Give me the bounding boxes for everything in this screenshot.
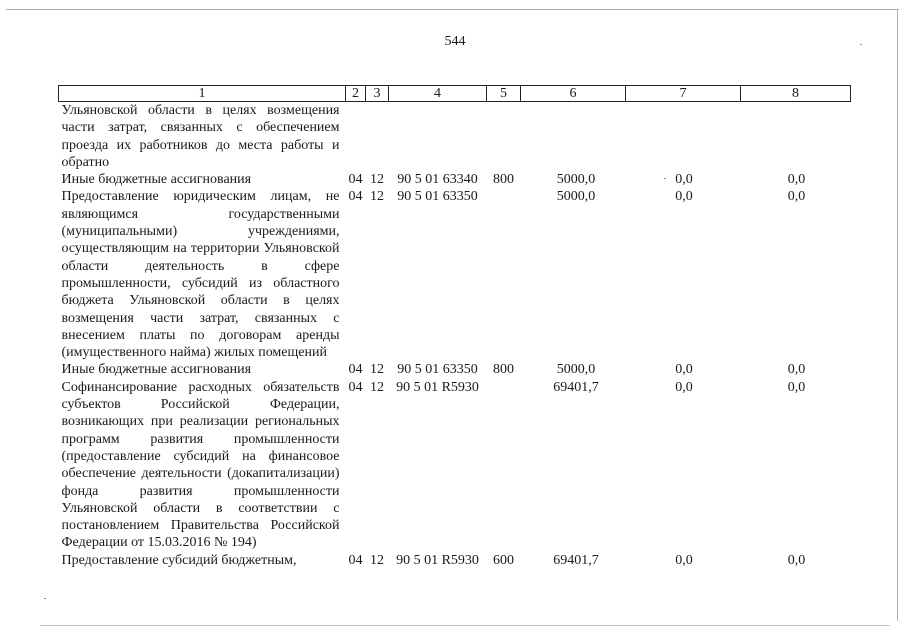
amount-year1-cell: 5000,0	[556, 189, 596, 205]
column-header: 5	[487, 86, 521, 102]
section-code-cell: 04	[348, 362, 363, 378]
scan-speck	[860, 44, 862, 45]
amount-year1-cell: 5000,0	[556, 362, 596, 378]
target-article-cell	[389, 102, 487, 172]
row-name-cell: Иные бюджетные ассигнования	[61, 172, 252, 188]
row-name-cell: Иные бюджетные ассигнования	[61, 362, 252, 378]
target-article-cell: 90 5 01 R5930	[396, 379, 479, 395]
amount-year3-cell	[741, 102, 851, 172]
column-header: 4	[389, 86, 487, 102]
amount-year2-cell	[626, 102, 741, 172]
expense-type-cell: 800	[493, 362, 514, 378]
column-header: 7	[626, 86, 741, 102]
row-name-cell: Предоставление юридическим лицам, не являющимся государственными (муниципальными) учреждениями, осуществляющим на территории Ульяновской области деятельность в сфере промышленности, субсидий из областного бюджета Ульяновской области в целях возмещения части затрат, связанных с внесением платы по договорам аренды (имущественного найма) жилых помещений	[61, 189, 340, 361]
column-header: 6	[521, 86, 626, 102]
table-row	[59, 171, 851, 188]
scan-speck	[664, 178, 666, 179]
subsection-code-cell: 12	[370, 362, 384, 378]
section-code-cell	[346, 102, 366, 172]
section-code-cell: 04	[348, 379, 363, 395]
amount-year2-cell: 0,0	[675, 552, 693, 568]
amount-year1-cell: 5000,0	[556, 172, 596, 188]
table-row	[59, 102, 851, 172]
table-header-row	[59, 86, 851, 102]
subsection-code-cell: 12	[370, 379, 384, 395]
subsection-code-cell	[366, 102, 389, 172]
page-number: 544	[444, 34, 466, 49]
amount-year3-cell: 0,0	[787, 379, 806, 395]
table-row	[59, 188, 851, 361]
amount-year2-cell: 0,0	[675, 362, 693, 378]
page-border-bottom	[40, 625, 890, 626]
target-article-cell: 90 5 01 63340	[397, 172, 478, 188]
subsection-code-cell: 12	[370, 552, 384, 568]
amount-year3-cell: 0,0	[787, 172, 806, 188]
amount-year3-cell: 0,0	[787, 189, 806, 205]
column-header: 8	[741, 86, 851, 102]
expense-type-cell: 800	[493, 172, 514, 188]
section-code-cell: 04	[348, 552, 363, 568]
amount-year3-cell: 0,0	[787, 362, 806, 378]
amount-year2-cell: 0,0	[675, 189, 693, 205]
table-row	[59, 379, 851, 552]
column-header: 1	[59, 86, 346, 102]
target-article-cell: 90 5 01 63350	[397, 362, 478, 378]
expense-type-cell	[487, 102, 521, 172]
page-border-top	[6, 9, 899, 10]
amount-year3-cell: 0,0	[787, 552, 806, 568]
expense-type-cell	[487, 188, 521, 361]
subsection-code-cell: 12	[370, 172, 384, 188]
section-code-cell: 04	[348, 172, 363, 188]
row-name-cell: Софинансирование расходных обязательств субъектов Российской Федерации, возникающих при реализации региональных программ развития промышленности (предоставление субсидий на финансовое обеспечение деятельности (докапитализации) фонда развития промышленности Ульяновской области в соответствии с постановлением Правительства Российской Федерации от 15.03.2016 № 194)	[61, 379, 340, 551]
budget-table	[58, 85, 851, 569]
table-row	[59, 361, 851, 378]
amount-year1-cell: 69401,7	[553, 379, 599, 395]
scan-speck	[44, 598, 46, 599]
table-row	[59, 552, 851, 569]
target-article-cell: 90 5 01 63350	[397, 189, 478, 205]
expense-type-cell	[487, 379, 521, 552]
column-header: 2	[346, 86, 366, 102]
amount-year2-cell: 0,0	[675, 379, 693, 395]
expense-type-cell: 600	[493, 552, 514, 568]
subsection-code-cell: 12	[370, 189, 384, 205]
amount-year1-cell	[521, 102, 626, 172]
section-code-cell: 04	[348, 189, 363, 205]
column-header: 3	[366, 86, 389, 102]
row-name-cell: Предоставление субсидий бюджетным,	[61, 552, 297, 568]
page-border-right	[897, 9, 898, 621]
amount-year2-cell: 0,0	[675, 172, 693, 188]
amount-year1-cell: 69401,7	[553, 552, 599, 568]
target-article-cell: 90 5 01 R5930	[396, 552, 479, 568]
row-name-cell: Ульяновской области в целях возмещения части затрат, связанных с обеспечением проезда их работников до места работы и обратно	[61, 103, 340, 170]
